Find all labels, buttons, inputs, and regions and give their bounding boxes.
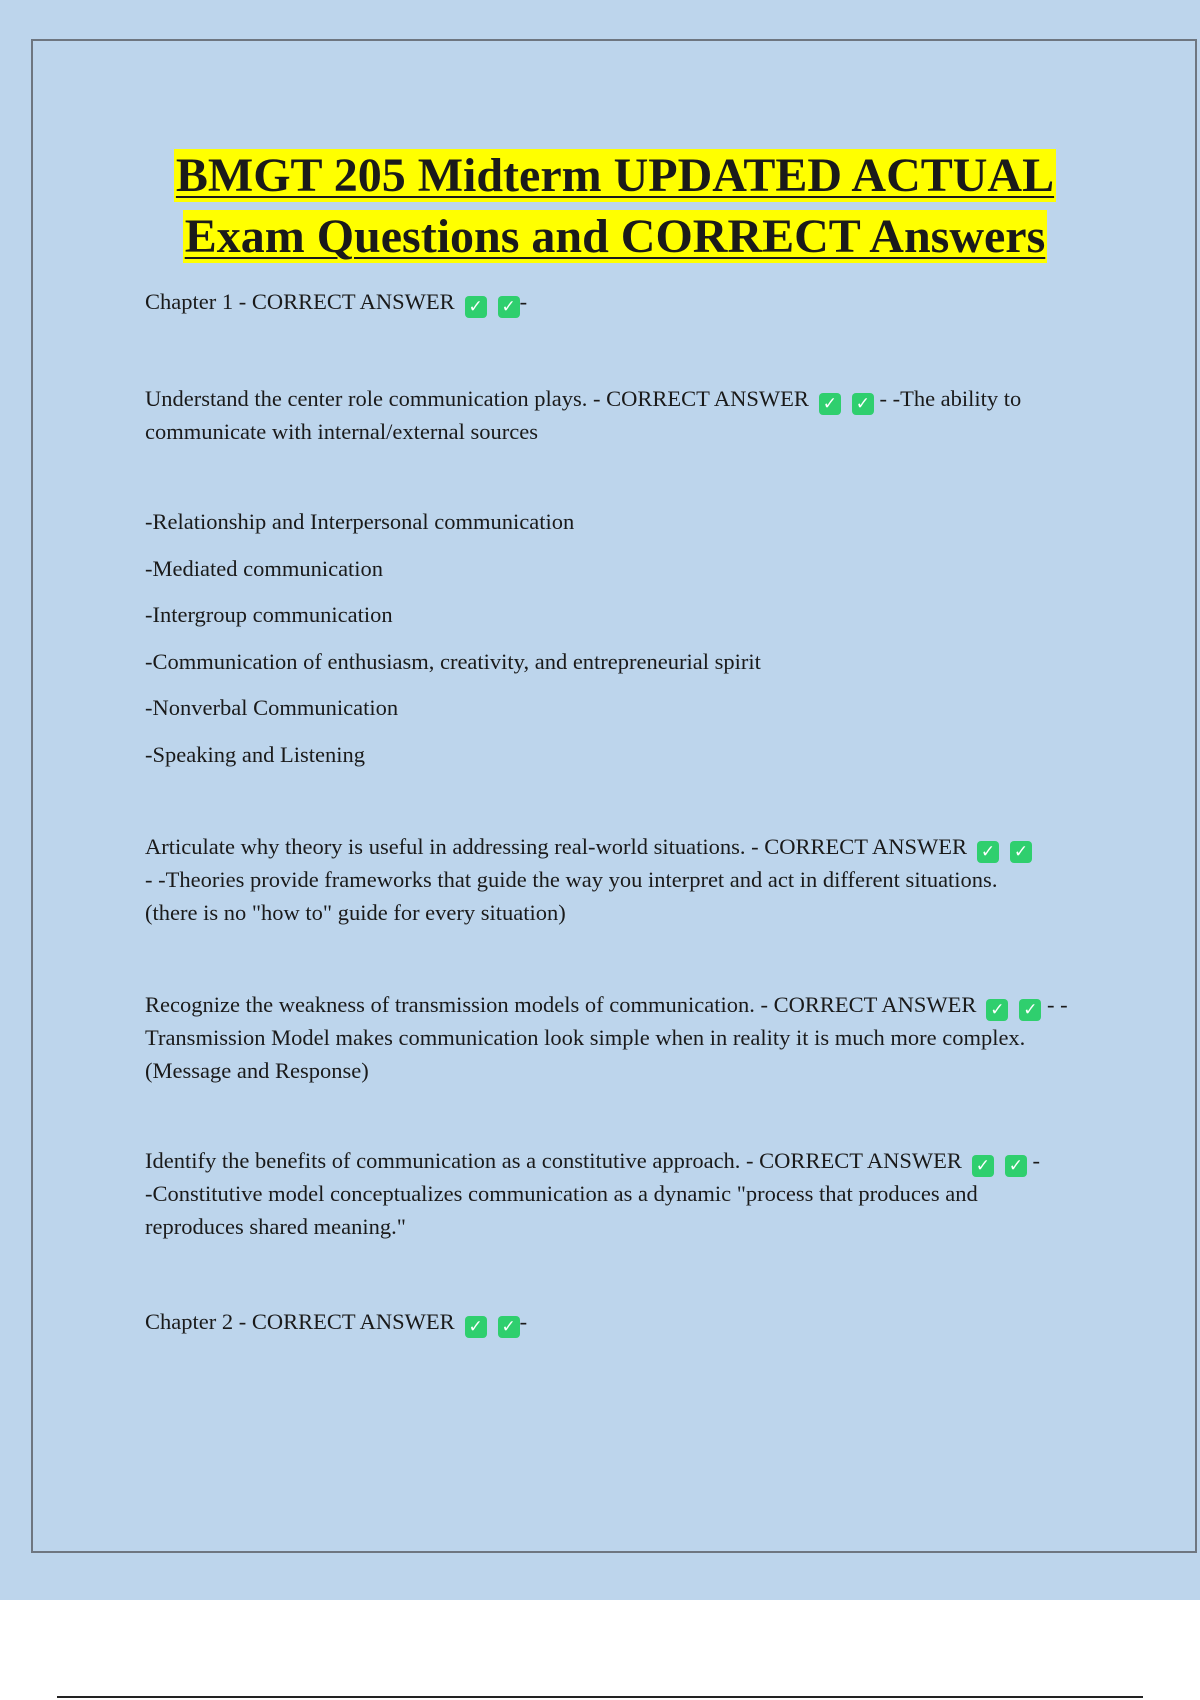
check-icon: ✓ xyxy=(465,1316,487,1338)
question-3-answer: - -Transmission Model makes communication look simple when in reality it is much more complex. (Message and Response) xyxy=(145,992,1068,1083)
check-icon: ✓ xyxy=(972,1155,994,1177)
list-item: -Relationship and Interpersonal communication xyxy=(145,509,575,534)
chapter-2-label: Chapter 2 - CORRECT ANSWER xyxy=(145,1309,455,1334)
bottom-divider xyxy=(57,1696,1143,1698)
question-2-answer: - -Theories provide frameworks that guide the way you interpret and act in different situations. (there is no "how to" guide for every situation) xyxy=(145,867,998,925)
chapter-1-label: Chapter 1 - CORRECT ANSWER xyxy=(145,289,455,314)
check-icon: ✓ xyxy=(977,841,999,863)
chapter-1-heading xyxy=(145,285,1105,318)
title-line-2: Exam Questions and CORRECT Answers xyxy=(184,210,1046,263)
document-title xyxy=(90,145,1140,267)
check-icon: ✓ xyxy=(1005,1155,1027,1177)
check-icon: ✓ xyxy=(498,296,520,318)
chapter-1-dash: - xyxy=(519,289,528,314)
check-icon: ✓ xyxy=(1010,841,1032,863)
list-item: -Mediated communication xyxy=(145,556,384,581)
question-4-answer: - -Constitutive model conceptualizes communication as a dynamic "process that produces and reproduces shared meaning." xyxy=(145,1148,1041,1239)
title-line-1: BMGT 205 Midterm UPDATED ACTUAL xyxy=(175,149,1055,202)
question-2 xyxy=(145,830,1045,929)
check-icon: ✓ xyxy=(819,393,841,415)
question-2-prompt: Articulate why theory is useful in addressing real-world situations. - CORRECT ANSWER xyxy=(145,834,967,859)
check-icon: ✓ xyxy=(852,393,874,415)
question-3 xyxy=(145,988,1075,1087)
check-icon: ✓ xyxy=(986,999,1008,1021)
question-3-prompt: Recognize the weakness of transmission models of communication. - CORRECT ANSWER xyxy=(145,992,977,1017)
question-1-answer: - -The ability to communicate with internal/external sources xyxy=(145,386,1022,444)
list-item: -Intergroup communication xyxy=(145,602,393,627)
list-item: -Nonverbal Communication xyxy=(145,695,399,720)
chapter-2-dash: - xyxy=(519,1309,528,1334)
question-1 xyxy=(145,382,1105,448)
check-icon: ✓ xyxy=(465,296,487,318)
question-4 xyxy=(145,1144,1045,1243)
question-1-prompt: Understand the center role communication plays. - CORRECT ANSWER xyxy=(145,386,809,411)
check-icon: ✓ xyxy=(1019,999,1041,1021)
check-icon: ✓ xyxy=(498,1316,520,1338)
question-4-prompt: Identify the benefits of communication as a constitutive approach. - CORRECT ANSWER xyxy=(145,1148,962,1173)
list-item: -Speaking and Listening xyxy=(145,742,365,767)
chapter-2-heading xyxy=(145,1305,1105,1338)
list-item: -Communication of enthusiasm, creativity, and entrepreneurial spirit xyxy=(145,649,761,674)
